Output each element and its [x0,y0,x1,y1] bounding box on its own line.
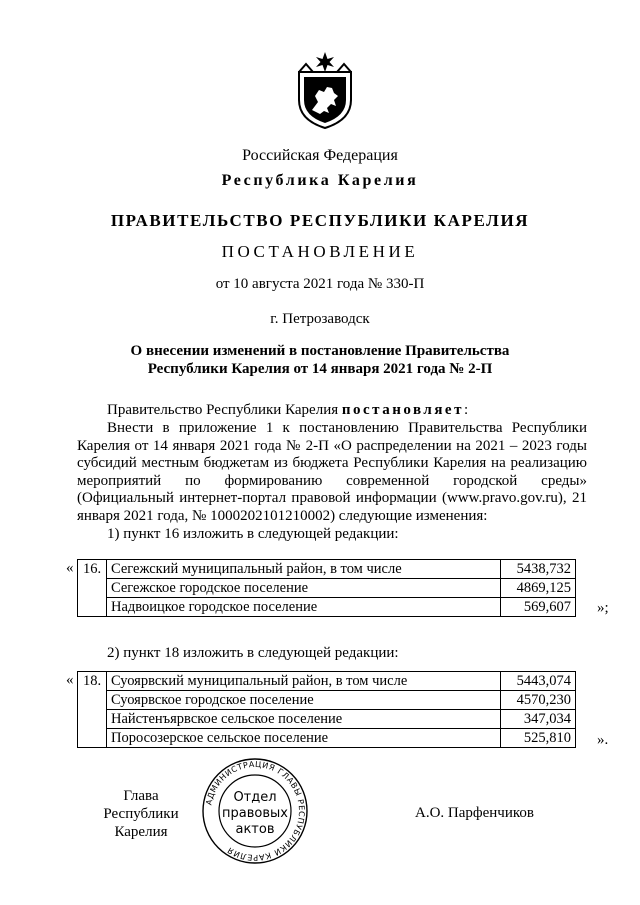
table-row [78,672,576,691]
municipality-name: Суоярвский муниципальный район, в том числе [107,672,501,691]
subsidy-amount: 525,810 [501,729,576,748]
intro-decrees-word: постановляет [341,402,464,418]
item-2-text: 2) пункт 18 изложить в следующей редакции: [107,645,399,661]
table-row [78,560,576,579]
subject-line-1: О внесении изменений в постановление Правительства [130,343,510,359]
table-row [78,729,576,748]
republic-name: Республика Карелия [221,172,419,189]
intro-suffix: : [463,402,469,418]
signatory-title-line-1: Глава [123,788,159,804]
row-number: 18. [78,672,107,748]
municipality-name: Найстенъярвское сельское поселение [107,710,501,729]
table-row [78,710,576,729]
document-city: г. Петрозаводск [270,311,370,327]
document-subject [0,342,640,378]
coat-of-arms-icon [296,50,354,130]
signatory-title-line-2: Республики Карелия [103,806,179,840]
table2-close-quote: ». [597,732,609,748]
government-title: ПРАВИТЕЛЬСТВО РЕСПУБЛИКИ КАРЕЛИЯ [110,211,530,230]
snowflake-star-icon [316,52,334,72]
stamp-line-1: Отдел [233,790,277,805]
signatory-name: А.О. Парфенчиков [415,805,534,821]
table-item-18 [77,671,576,748]
intro-prefix: Правительство Республики Карелия [107,402,342,418]
country-name: Российская Федерация [242,147,398,164]
stamp-line-2: правовых [222,806,288,821]
resolution-intro [77,402,587,420]
subsidy-amount: 5443,074 [501,672,576,691]
resolution-paragraph: Внести в приложение 1 к постановлению Правительства Республики Карелия от 14 января 2021 года № 2-П «О распределении на 2021 – 2023 годы субсидий местным бюджетам из бюджета Республики Карелия на реализацию мероприятий по формированию современной городской среды» (Официальный интернет-портал правовой информации (www.pravo.gov.ru), 21 января 2021 года, № 1000202101210002) следующие изменения: [77,420,587,524]
municipality-name: Поросозерское сельское поселение [107,729,501,748]
table-row [78,691,576,710]
table2-open-quote: « [66,672,74,688]
table1-open-quote: « [66,560,74,576]
row-number: 16. [78,560,107,617]
item-1-text: 1) пункт 16 изложить в следующей редакции: [107,526,399,542]
document-date: от 10 августа 2021 года № 330-П [215,276,425,292]
document-type: ПОСТАНОВЛЕНИЕ [221,242,419,261]
stamp-ring-text: АДМИНИСТРАЦИЯ ГЛАВЫ РЕСПУБЛИКИ КАРЕЛИЯ [204,759,307,863]
subsidy-amount: 4570,230 [501,691,576,710]
subsidy-amount: 4869,125 [501,579,576,598]
municipality-name: Сегежский муниципальный район, в том числе [107,560,501,579]
table1-close-quote: »; [597,600,609,616]
municipality-name: Надвоицкое городское поселение [107,598,501,617]
subsidy-amount: 5438,732 [501,560,576,579]
table-row [78,598,576,617]
table-item-16 [77,559,576,617]
stamp-line-3: актов [235,822,275,837]
round-stamp-icon [201,757,309,865]
signatory-title [75,787,207,841]
subsidy-amount: 347,034 [501,710,576,729]
table-row [78,579,576,598]
municipality-name: Сегежское городское поселение [107,579,501,598]
subject-line-2: Республики Карелия от 14 января 2021 года № 2-П [147,361,493,377]
subsidy-amount: 569,607 [501,598,576,617]
municipality-name: Суоярвское городское поселение [107,691,501,710]
